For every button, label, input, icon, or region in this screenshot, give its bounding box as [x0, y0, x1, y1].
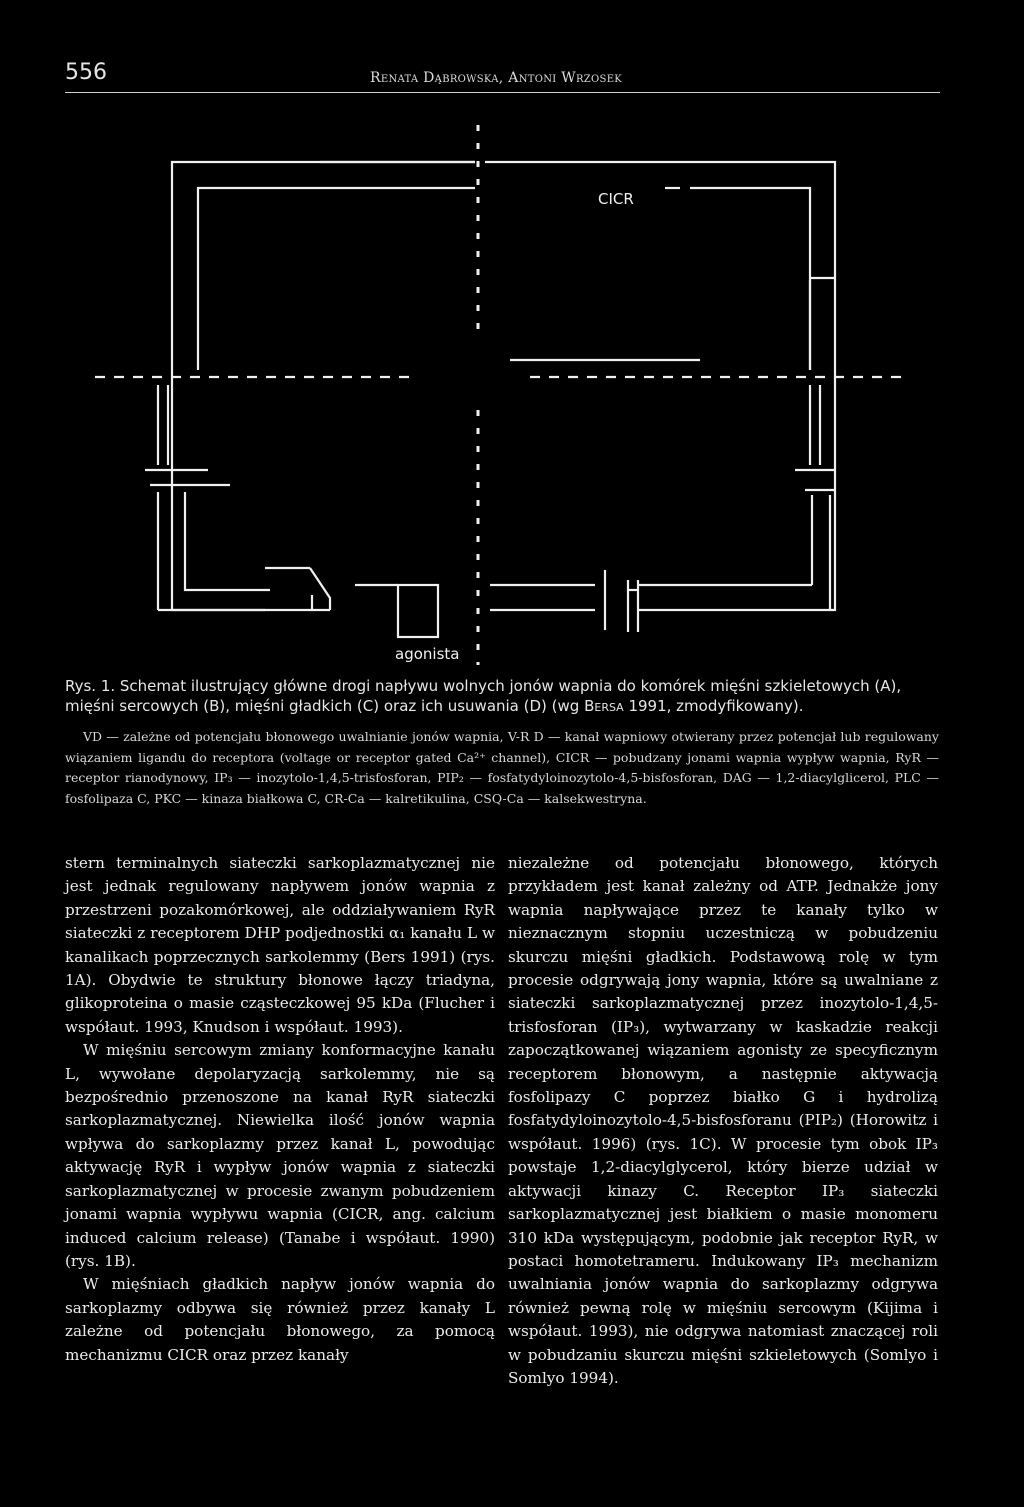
paragraph: W mięśniu sercowym zmiany konformacyjne kanału L, wywołane depolaryzacją sarkolemmy, nie są bezpośrednio przenoszone na kanał RyR siateczki sarkoplazmatycznej. Niewielka ilość jonów wapnia wpływa do sarkoplazmy przez kanał L, powodując aktywację RyR i wypływ jonów wapnia z siateczki sarkoplazmatycznej w procesie zwanym pobudzeniem jonami wapnia wypływu wapnia (CICR, ang. calcium induced calcium release) (Tanabe i współaut. 1990) (rys. 1B).	[65, 1041, 495, 1270]
label-agonista: agonista	[395, 645, 460, 663]
membrane-outline-left	[172, 162, 475, 610]
paragraph: W mięśniach gładkich napływ jonów wapnia do sarkoplazmy odbywa się również przez kanały L zależne od potencjału błonowego, za pomocą mechanizmu CICR oraz przez kanały	[65, 1275, 495, 1364]
body-column-left	[65, 852, 495, 1367]
page-number: 556	[65, 60, 107, 85]
label-cicr: CICR	[598, 190, 634, 208]
membrane-inner-right	[690, 188, 810, 370]
paragraph: stern terminalnych siateczki sarkoplazmatycznej nie jest jednak regulowany napływem jonów wapnia z przestrzeni pozakomórkowej, ale oddziaływaniem RyR siateczki z receptorem DHP podjednostki α₁ kanału L w kanalikach poprzecznych sarkolemmy (Bers 1991) (rys. 1A). Obydwie te struktury błonowe łączy triadyna, glikoproteina o masie cząsteczkowej 95 kDa (Flucher i współaut. 1993, Knudson i współaut. 1993).	[65, 854, 495, 1036]
paragraph: niezależne od potencjału błonowego, których przykładem jest kanał zależny od ATP. Jednakże jony wapnia napływające przez te kanały tylko w nieznacznym stopniu uczestniczą w pobudzeniu skurczu mięśni gładkich. Podstawową rolę w tym procesie odgrywają jony wapnia, które są uwalniane z siateczki sarkoplazmatycznej przez inozytolo-1,4,5-trisfosforan (IP₃), wytwarzany w kaskadzie reakcji zapoczątkowanej wiązaniem agonisty ze specyficznym receptorem błonowym, a następnie aktywacją fosfolipazy C poprzez białko G i hydrolizą fosfatydyloinozytolo-4,5-bisfosforanu (PIP₂) (Horowitz i współaut. 1996) (rys. 1C). W procesie tym obok IP₃ powstaje 1,2-diacylglycerol, który bierze udział w aktywacji kinazy C. Receptor IP₃ siateczki sarkoplazmatycznej jest białkiem o masie monomeru 310 kDa występującym, podobnie jak receptor RyR, w postaci homotetrameru. Indukowany IP₃ mechanizm uwalniania jonów wapnia do sarkoplazmy odgrywa również pewną rolę w mięśniu sercowym (Kijima i współaut. 1993), nie odgrywa natomiast znaczącej roli w pobudzaniu skurczu mięśni szkieletowych (Somlyo i Somlyo 1994).	[508, 854, 938, 1387]
caption-reference: Bersa	[584, 697, 624, 715]
caption-tail: 1991, zmodyfikowany).	[623, 697, 804, 715]
running-header-authors: Renata Dąbrowska, Antoni Wrzosek	[370, 70, 623, 86]
membrane-outline-right	[485, 162, 835, 610]
figure-caption	[65, 676, 939, 716]
caption-lead: Rys. 1. Schemat ilustrujący główne drogi napływu wolnych jonów wapnia do komórek mięśni szkieletowych (A), mięśni sercowych (B), mięśni gładkich (C) oraz ich usuwania (D) (wg	[65, 677, 902, 715]
agonist-receptor-box	[398, 585, 438, 637]
figure-legend: VD — zależne od potencjału błonowego uwalnianie jonów wapnia, V-R D — kanał wapniowy otwierany przez potencjał lub regulowany wiązaniem ligandu do receptora (voltage or receptor gated Ca²⁺ channel), CICR — pobudzany jonami wapnia wypływ wapnia, RyR — receptor rianodynowy, IP₃ — inozytolo-1,4,5-trisfosforan, PIP₂ — fosfatydyloinozytolo-4,5-bisfosforan, DAG — 1,2-diacylglicerol, PLC — fosfolipaza C, PKC — kinaza białkowa C, CR-Ca — kalretikulina, CSQ-Ca — kalsekwestryna.	[65, 729, 939, 806]
running-header	[65, 60, 940, 93]
membrane-inner-left	[198, 188, 475, 370]
body-column-right	[508, 852, 938, 1390]
figure-schematic	[90, 120, 910, 675]
